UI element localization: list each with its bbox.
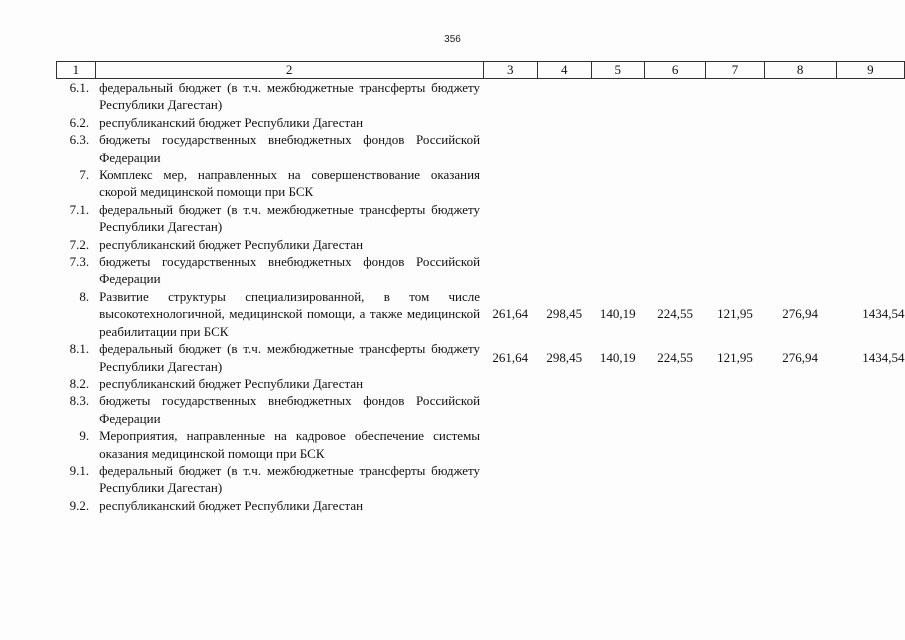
- value-cell: [538, 166, 592, 201]
- row-title: федеральный бюджет (в т.ч. межбюджетные трансферты бюджету Республики Дагестан): [99, 80, 481, 113]
- row-number: 9.1.: [69, 462, 90, 478]
- value-cell: [706, 131, 764, 166]
- column-header: 5: [591, 62, 645, 79]
- value-cell: [645, 236, 706, 253]
- row-title: федеральный бюджет (в т.ч. межбюджетные трансферты бюджету Республики Дагестан): [99, 462, 481, 496]
- value-cell: [483, 79, 537, 114]
- value-cell: [645, 166, 706, 201]
- value-cell: [836, 131, 904, 166]
- value-cell: [591, 166, 645, 201]
- value-cell: [836, 79, 904, 114]
- value-cell: 121,95: [717, 306, 753, 322]
- row-title: бюджеты государственных внебюджетных фондов Российской Федерации: [99, 393, 481, 426]
- value-cell: 276,94: [782, 349, 819, 365]
- value-cell: [591, 375, 645, 392]
- row-title: Комплекс мер, направленных на совершенствование оказания скорой медицинской помощи при БСК: [99, 167, 481, 200]
- row-number: 8.: [79, 288, 90, 304]
- row-title: республиканский бюджет Республики Дагестан: [99, 236, 364, 252]
- value-cell: [764, 253, 836, 288]
- value-cell: [836, 392, 904, 427]
- table-row: [57, 236, 905, 253]
- row-title: Развитие структуры специализированной, в том числе высокотехнологичной, медицинской помощи, а также медицинской реабилитации при БСК: [99, 288, 481, 339]
- value-cell: [764, 392, 836, 427]
- row-title: федеральный бюджет (в т.ч. межбюджетные трансферты бюджету Республики Дагестан): [99, 341, 481, 374]
- row-number: 7.: [79, 167, 90, 183]
- value-cell: [538, 131, 592, 166]
- value-cell: 140,19: [599, 306, 636, 322]
- value-cell: [483, 462, 537, 497]
- value-cell: 298,45: [546, 306, 583, 322]
- value-cell: [706, 392, 764, 427]
- value-cell: [538, 114, 592, 131]
- table-row: [57, 462, 905, 497]
- value-cell: [591, 462, 645, 497]
- value-cell: 224,55: [657, 349, 694, 365]
- value-cell: [764, 114, 836, 131]
- row-number: 9.2.: [69, 497, 90, 513]
- row-number: 6.1.: [69, 80, 90, 95]
- value-cell: 140,19: [599, 349, 636, 365]
- column-header: 9: [836, 62, 904, 79]
- value-cell: 261,64: [492, 306, 529, 322]
- value-cell: [538, 79, 592, 114]
- row-title: бюджеты государственных внебюджетных фондов Российской Федерации: [99, 132, 481, 165]
- value-cell: [483, 236, 537, 253]
- value-cell: [538, 236, 592, 253]
- row-title: республиканский бюджет Республики Дагестан: [99, 497, 364, 513]
- row-title: Мероприятия, направленные на кадровое обеспечение системы оказания медицинской помощи при БСК: [99, 428, 481, 461]
- value-cell: [706, 253, 764, 288]
- table-row: [57, 392, 905, 427]
- budget-table: [56, 61, 905, 514]
- value-cell: [836, 462, 904, 497]
- value-cell: [591, 236, 645, 253]
- value-cell: [591, 253, 645, 288]
- row-title: республиканский бюджет Республики Дагестан: [99, 114, 364, 130]
- value-cell: 298,45: [546, 349, 583, 365]
- value-cell: [483, 392, 537, 427]
- value-cell: [836, 427, 904, 462]
- row-number: 7.2.: [69, 236, 90, 252]
- table-row: [57, 288, 905, 340]
- value-cell: [483, 427, 537, 462]
- value-cell: [591, 79, 645, 114]
- table-row: [57, 114, 905, 131]
- value-cell: [764, 375, 836, 392]
- value-cell: [645, 131, 706, 166]
- value-cell: [483, 201, 537, 236]
- table-row: [57, 253, 905, 288]
- row-number: 7.3.: [69, 254, 90, 270]
- value-cell: [483, 375, 537, 392]
- value-cell: [538, 375, 592, 392]
- value-cell: [538, 253, 592, 288]
- value-cell: [764, 462, 836, 497]
- value-cell: [764, 497, 836, 514]
- row-number: 8.2.: [69, 375, 90, 391]
- value-cell: [706, 462, 764, 497]
- value-cell: [538, 497, 592, 514]
- value-cell: [706, 497, 764, 514]
- value-cell: [764, 131, 836, 166]
- value-cell: [645, 392, 706, 427]
- value-cell: [645, 462, 706, 497]
- value-cell: [836, 497, 904, 514]
- value-cell: [645, 497, 706, 514]
- table-row: [57, 427, 905, 462]
- value-cell: [483, 114, 537, 131]
- value-cell: 224,55: [657, 306, 694, 322]
- row-number: 6.2.: [69, 114, 90, 130]
- row-number: 6.3.: [69, 132, 90, 148]
- value-cell: [483, 497, 537, 514]
- value-cell: [591, 427, 645, 462]
- row-title: бюджеты государственных внебюджетных фондов Российской Федерации: [99, 254, 481, 287]
- value-cell: [836, 114, 904, 131]
- table-row: [57, 340, 905, 375]
- row-number: 8.3.: [69, 393, 90, 409]
- column-header: 4: [538, 62, 592, 79]
- value-cell: [706, 427, 764, 462]
- table-row: [57, 497, 905, 514]
- page-number: 356: [444, 34, 461, 45]
- value-cell: [483, 166, 537, 201]
- value-cell: 276,94: [782, 306, 819, 322]
- value-cell: [836, 166, 904, 201]
- value-cell: [706, 114, 764, 131]
- value-cell: [706, 166, 764, 201]
- column-header: 8: [764, 62, 836, 79]
- column-header: 3: [483, 62, 537, 79]
- value-cell: 1434,54: [862, 306, 905, 322]
- value-cell: [836, 375, 904, 392]
- value-cell: [591, 392, 645, 427]
- column-header-row: [57, 62, 905, 79]
- value-cell: [706, 236, 764, 253]
- value-cell: [645, 114, 706, 131]
- value-cell: [645, 79, 706, 114]
- value-cell: [591, 497, 645, 514]
- table-row: [57, 79, 905, 114]
- value-cell: [706, 375, 764, 392]
- table-row: [57, 201, 905, 236]
- value-cell: [538, 392, 592, 427]
- value-cell: [591, 131, 645, 166]
- value-cell: [836, 253, 904, 288]
- value-cell: [645, 253, 706, 288]
- row-number: 7.1.: [69, 201, 90, 217]
- value-cell: [764, 427, 836, 462]
- value-cell: [836, 236, 904, 253]
- value-cell: [645, 427, 706, 462]
- table-row: [57, 375, 905, 392]
- column-header: 7: [706, 62, 764, 79]
- value-cell: [591, 201, 645, 236]
- value-cell: [764, 166, 836, 201]
- row-number: 8.1.: [69, 341, 90, 357]
- value-cell: [645, 201, 706, 236]
- value-cell: [706, 201, 764, 236]
- column-header: 6: [645, 62, 706, 79]
- value-cell: [483, 131, 537, 166]
- value-cell: [706, 79, 764, 114]
- value-cell: 261,64: [492, 349, 529, 365]
- value-cell: [764, 201, 836, 236]
- value-cell: [538, 462, 592, 497]
- value-cell: [538, 201, 592, 236]
- value-cell: [538, 427, 592, 462]
- row-title: республиканский бюджет Республики Дагестан: [99, 375, 364, 391]
- value-cell: [645, 375, 706, 392]
- column-header: 2: [95, 62, 483, 79]
- row-title: федеральный бюджет (в т.ч. межбюджетные трансферты бюджету Республики Дагестан): [99, 201, 481, 235]
- row-number: 9.: [79, 428, 90, 444]
- value-cell: 121,95: [717, 349, 753, 365]
- table-row: [57, 131, 905, 166]
- value-cell: [836, 201, 904, 236]
- column-header: 1: [57, 62, 96, 79]
- table-row: [57, 166, 905, 201]
- value-cell: 1434,54: [862, 349, 905, 365]
- value-cell: [764, 79, 836, 114]
- value-cell: [591, 114, 645, 131]
- value-cell: [764, 236, 836, 253]
- value-cell: [483, 253, 537, 288]
